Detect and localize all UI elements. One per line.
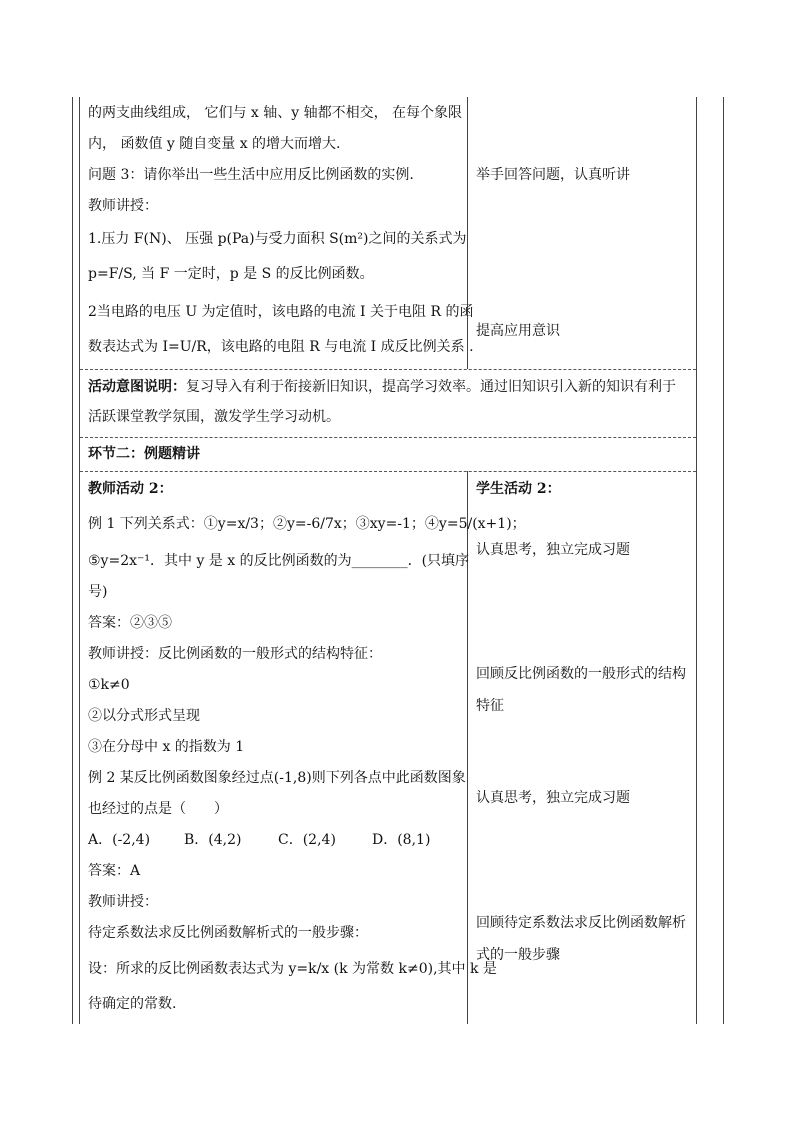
student-item-2-line-2: 特征	[476, 698, 504, 714]
intent-text: 复习导入有利于衔接新旧知识，提高学习效率。通过旧知识引入新的知识有利于	[186, 379, 676, 395]
answer-1: 答案：②③⑤	[88, 615, 172, 631]
body-text-line: 内， 函数值 y 随自变量 x 的增大而增大.	[88, 136, 341, 152]
student-item-4-line-2: 式的一般步骤	[476, 947, 560, 963]
teacher-lecture-label: 教师讲授：	[88, 198, 158, 214]
circuit-example: 2当电路的电压 U 为定值时，该电路的电流 I 关于电阻 R 的函	[88, 304, 474, 320]
pressure-example: 1.压力 F(N)、 压强 p(Pa)与受力面积 S(m²)之间的关系式为	[88, 231, 467, 247]
general-steps: 待定系数法求反比例函数解析式的一般步骤：	[88, 925, 368, 941]
row-divider	[80, 369, 696, 370]
table-right-border	[723, 97, 724, 1024]
teacher-lecture-2: 教师讲授：	[88, 894, 158, 910]
intent-label: 活动意图说明：	[88, 379, 186, 395]
column-divider-top	[467, 97, 468, 369]
feature-2: ②以分式形式呈现	[88, 708, 200, 724]
circuit-formula-line: 数表达式为 I=U/R，该电路的电阻 R 与电流 I 成反比例关系 .	[88, 339, 474, 355]
setup-line-1: 设：所求的反比例函数表达式为 y=k/x (k 为常数 k≠0),其中 k 是	[88, 961, 497, 977]
option-d: D．(8,1)	[372, 832, 431, 848]
student-item-3: 认真思考，独立完成习题	[476, 790, 630, 806]
row-divider	[80, 437, 696, 438]
student-activity-heading: 学生活动 2：	[476, 481, 561, 497]
example-1-line-2: ⑤y=2x⁻¹．其中 y 是 x 的反比例函数的为________．(只填序	[88, 553, 470, 569]
example-1-line-1: 例 1 下列关系式：①y=x/3；②y=-6/7x；③xy=-1；④y=5/(x+1)；	[88, 516, 526, 532]
option-c: C．(2,4)	[278, 832, 336, 848]
section-title: 环节二：例题精讲	[88, 446, 200, 462]
student-response-2: 提高应用意识	[476, 323, 560, 339]
intent-line-1	[88, 377, 676, 397]
intent-line-2: 活跃课堂教学氛围，激发学生学习动机。	[88, 409, 340, 425]
example-2-line-2: 也经过的点是（ ）	[88, 801, 228, 817]
table-left-inner-border	[79, 97, 80, 1024]
body-text-line: 的两支曲线组成， 它们与 x 轴、y 轴都不相交， 在每个象限	[88, 105, 463, 121]
teacher-lecture-1: 教师讲授：反比例函数的一般形式的结构特征：	[88, 646, 382, 662]
table-right-inner-border	[696, 97, 697, 1024]
example-1-line-3: 号)	[88, 584, 108, 600]
teacher-activity-heading: 教师活动 2：	[88, 481, 173, 497]
student-item-4-line-1: 回顾待定系数法求反比例函数解析	[476, 915, 686, 931]
table-left-border	[72, 97, 73, 1024]
student-item-2-line-1: 回顾反比例函数的一般形式的结构	[476, 666, 686, 682]
pressure-formula-line: p=F/S, 当 F 一定时，p 是 S 的反比例函数。	[88, 266, 374, 282]
student-response-1: 举手回答问题，认真听讲	[476, 167, 630, 183]
question-3: 问题 3：请你举出一些生活中应用反比例函数的实例.	[88, 167, 414, 183]
option-b: B．(4,2)	[184, 832, 242, 848]
answer-2: 答案：A	[88, 863, 141, 879]
feature-1: ①k≠0	[88, 677, 130, 693]
row-divider	[80, 471, 696, 472]
example-2-line-1: 例 2 某反比例函数图象经过点(-1,8)则下列各点中此函数图象	[88, 770, 466, 786]
option-a: A．(-2,4)	[88, 832, 151, 848]
student-item-1: 认真思考，独立完成习题	[476, 542, 630, 558]
setup-line-2: 待确定的常数.	[88, 996, 177, 1012]
feature-3: ③在分母中 x 的指数为 1	[88, 739, 245, 755]
